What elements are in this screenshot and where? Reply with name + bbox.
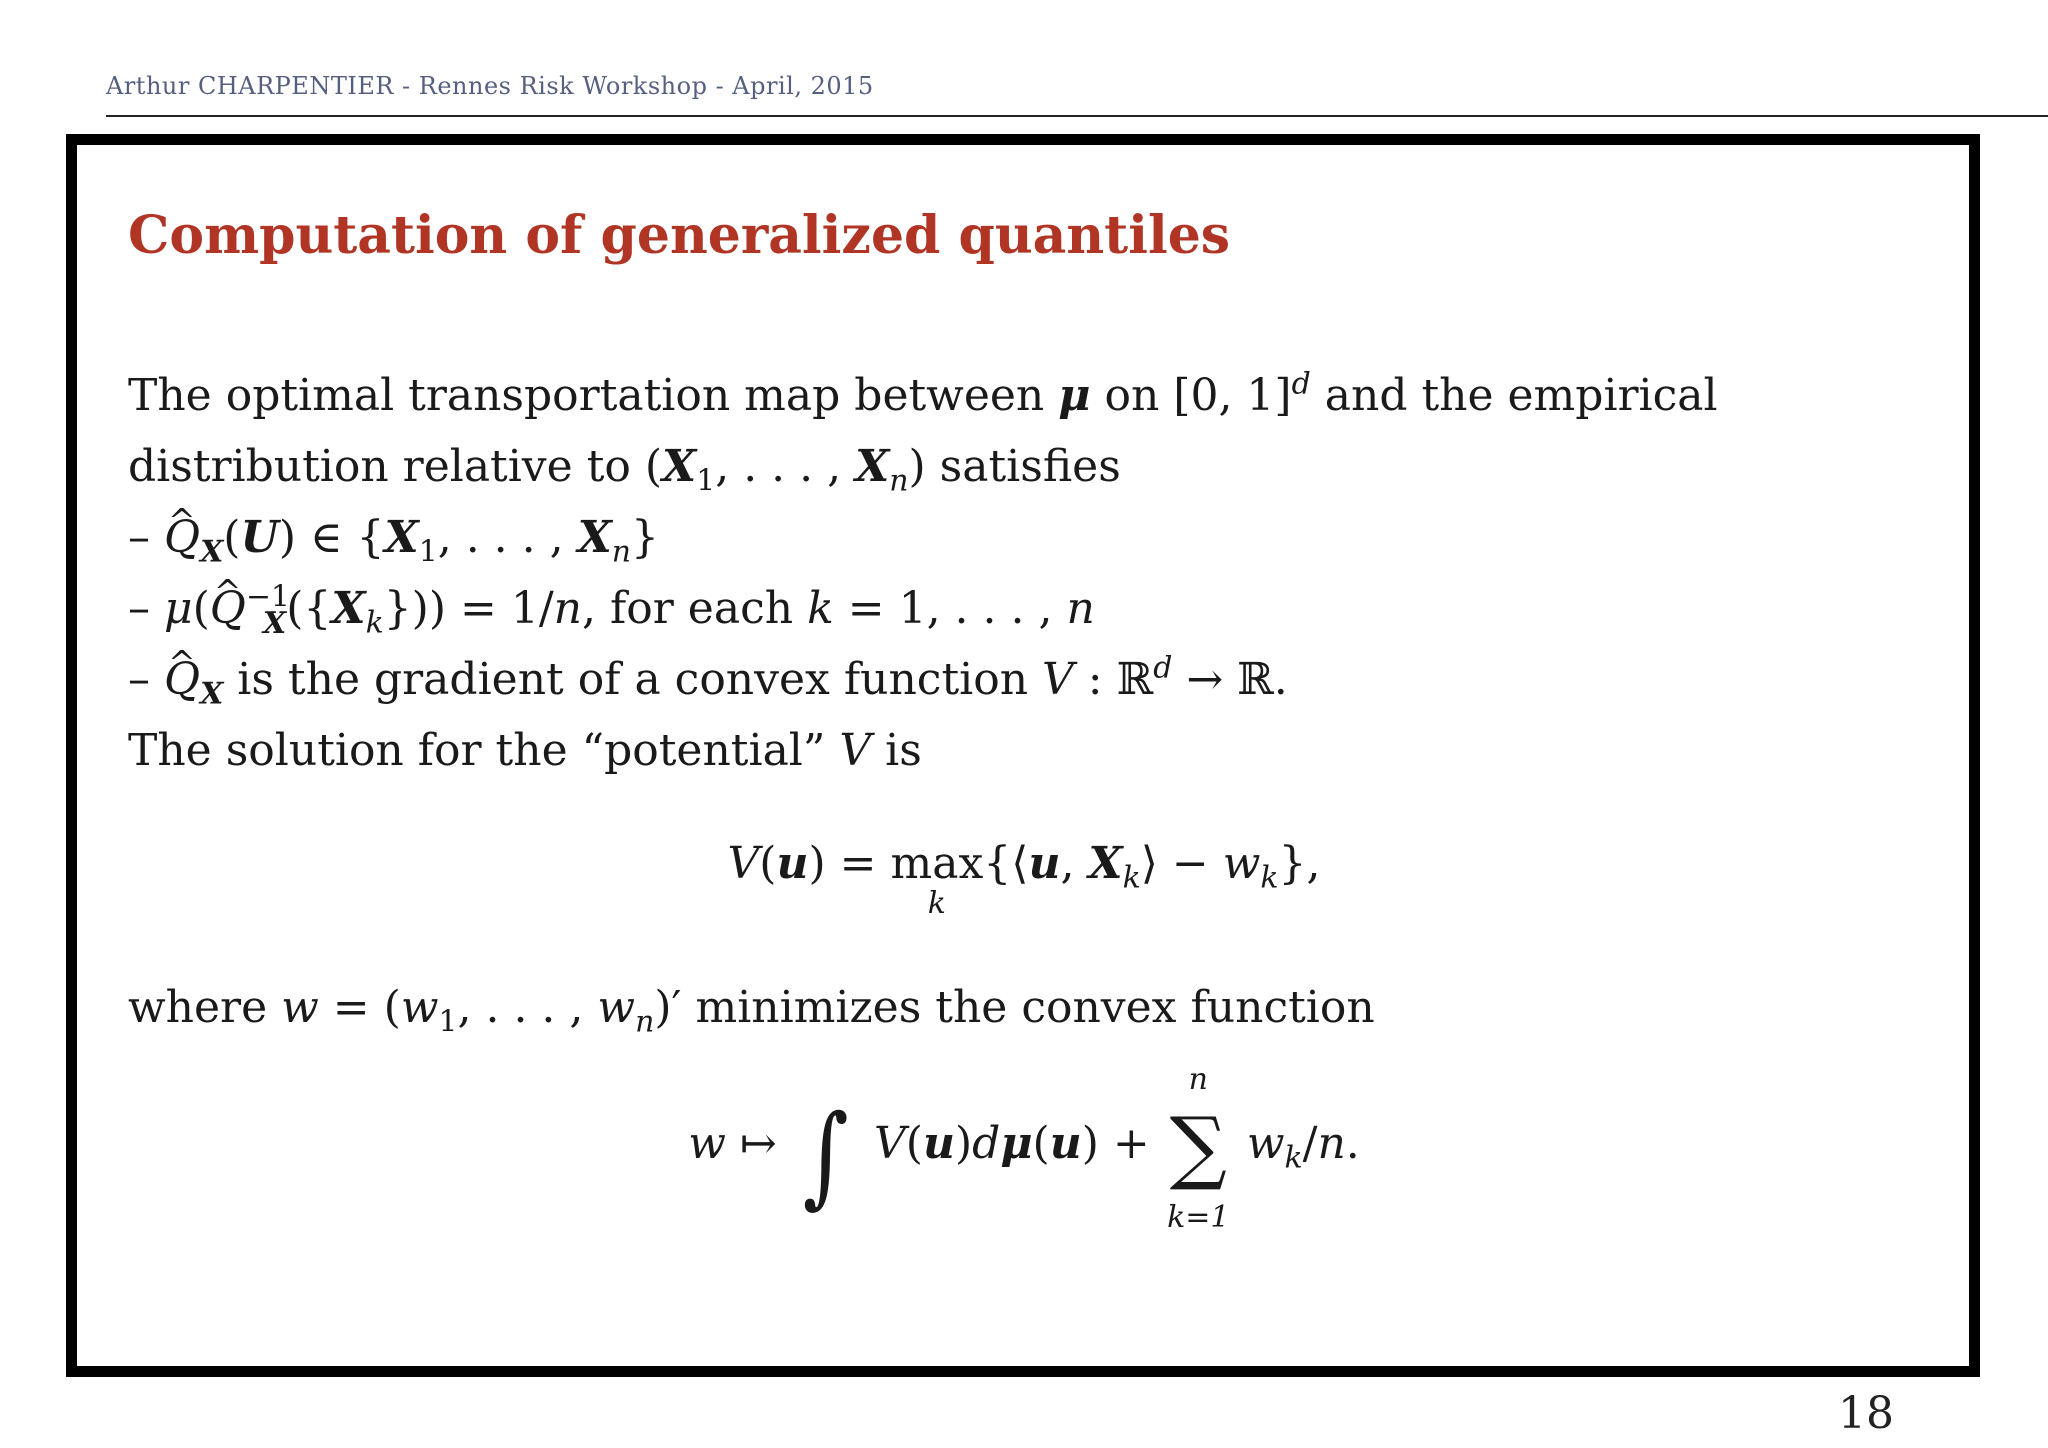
- equation-objective: w ↦ ∫ V(u)dμ(u) + ∑ n k=1 $w_k/n$.: [688, 1061, 1360, 1235]
- bullet-dash: –: [128, 512, 150, 563]
- intro-line-1: [128, 360, 1778, 431]
- potential-is: is: [885, 725, 922, 776]
- running-header: [106, 72, 874, 100]
- intro-text-b: on: [1104, 370, 1160, 421]
- bullet-1: [128, 502, 1778, 573]
- intro-text-a: The optimal transportation map between: [128, 370, 1045, 421]
- potential-line: [128, 715, 1778, 786]
- bullet-2: [128, 573, 1778, 644]
- where-line: [128, 972, 1778, 1043]
- where-block: [128, 972, 1778, 1043]
- header-rule: [106, 115, 2048, 117]
- bullet-3: [128, 644, 1778, 715]
- math-v-map: V : ℝ$^d$ → ℝ.: [1042, 650, 1288, 705]
- header-text: Arthur CHARPENTIER - Rennes Risk Workshop - April, 2015: [106, 72, 874, 100]
- math-q-hat: ^ $Q_X$: [164, 654, 223, 705]
- slide-title: Computation of generalized quantiles: [128, 205, 1231, 266]
- equation-potential: V(u) = max k {⟨u, $X_k⟩ - w_k$},: [727, 838, 1321, 921]
- where-text-b: minimizes the convex function: [695, 982, 1375, 1033]
- math-unit-cube: [0, 1]$^d$: [1173, 366, 1311, 421]
- page-number: 18: [1838, 1388, 1894, 1439]
- bullet-2-text: for each: [610, 583, 794, 634]
- intro-text-c: and the empirical: [1324, 370, 1718, 421]
- bullet-dash: –: [128, 583, 150, 634]
- slide-body: [128, 360, 1778, 786]
- math-k-range: k = 1, . . . , n: [807, 583, 1095, 634]
- where-text-a: where: [128, 982, 268, 1033]
- math-sample: ($X_1$, . . . , $X_n$): [644, 441, 926, 499]
- intro-text-e: satisfies: [939, 441, 1121, 492]
- math-bullet-2: μ(^ $Q^{-1}_X(\{X_k\})) = 1/n$,: [164, 583, 596, 634]
- potential-text: The solution for the “potential”: [128, 725, 826, 776]
- intro-text-d: distribution relative to: [128, 441, 631, 492]
- math-w-vector: $w = (w_1$, . . . , $w_n)'$: [281, 982, 682, 1040]
- math-v: V: [839, 725, 872, 776]
- bullet-3-text: is the gradient of a convex function: [237, 654, 1029, 705]
- math-mu: μ: [1058, 370, 1091, 421]
- math-bullet-1: ^ $Q_X(U)$ ∈ {$X_1$, . . . , $X_n$}: [164, 512, 659, 563]
- intro-line-2: [128, 431, 1778, 502]
- bullet-dash: –: [128, 654, 150, 705]
